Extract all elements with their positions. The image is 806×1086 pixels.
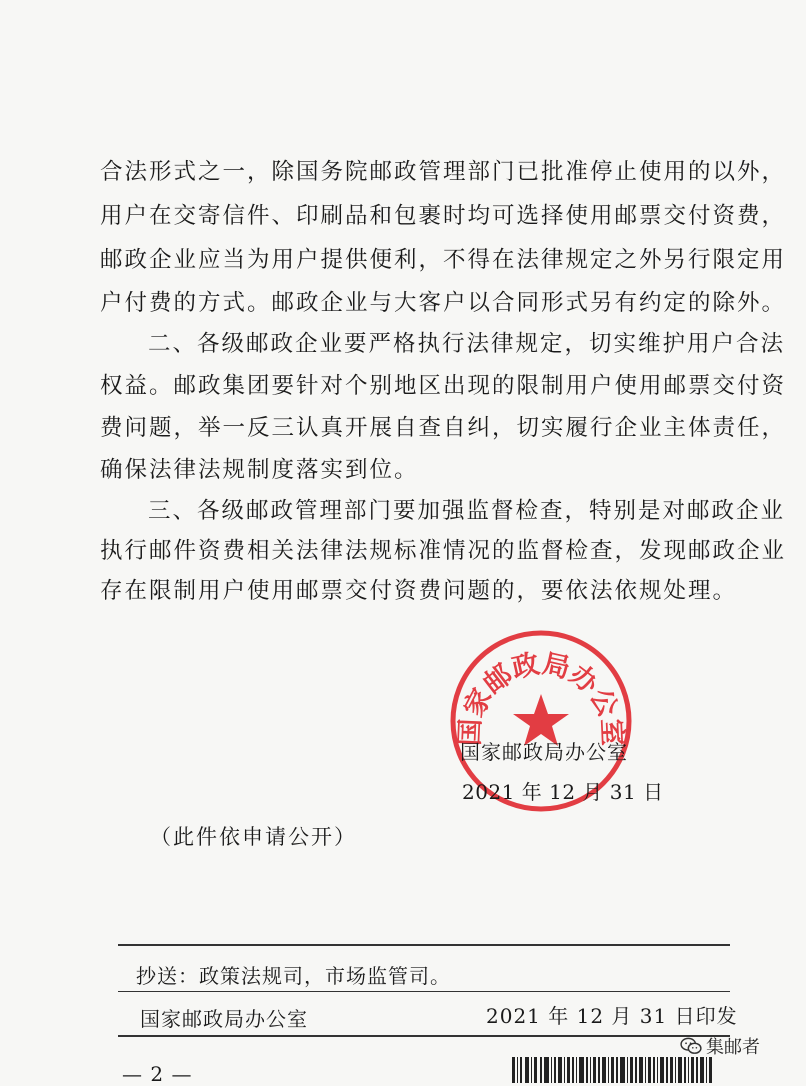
body-line-2: 用户在交寄信件、印刷品和包裹时均可选择使用邮票交付资费， xyxy=(100,203,787,229)
body-line-3: 邮政企业应当为用户提供便利，不得在法律规定之外另行限定用 xyxy=(100,247,787,273)
issue-date: 2021 年 12 月 31 日印发 xyxy=(486,1004,738,1028)
body-line-9: 三、各级邮政管理部门要加强监督检查，特别是对邮政企业 xyxy=(148,498,786,524)
body-line-4: 户付费的方式。邮政企业与大客户以合同形式另有约定的除外。 xyxy=(100,290,787,316)
body-line-6: 权益。邮政集团要针对个别地区出现的限制用户使用邮票交付资 xyxy=(100,373,787,399)
cc-line: 抄送：政策法规司，市场监管司。 xyxy=(136,964,451,988)
issuer: 国家邮政局办公室 xyxy=(140,1007,308,1031)
footer-rule-bottom xyxy=(118,1035,730,1037)
wechat-icon xyxy=(680,1037,702,1055)
footer-rule-middle xyxy=(118,991,730,992)
body-line-5: 二、各级邮政企业要严格执行法律规定，切实维护用户合法 xyxy=(148,331,786,357)
svg-text:国家邮政局办公室: 国家邮政局办公室 xyxy=(454,648,628,747)
body-line-11: 存在限制用户使用邮票交付资费问题的，要依法依规处理。 xyxy=(100,578,738,604)
footer-rule-top xyxy=(118,944,730,946)
body-line-7: 费问题，举一反三认真开展自查自纠，切实履行企业主体责任， xyxy=(100,415,787,441)
signature-office: 国家邮政局办公室 xyxy=(460,740,628,764)
body-line-10: 执行邮件资费相关法律法规标准情况的监督检查，发现邮政企业 xyxy=(100,538,787,564)
signature-date: 2021 年 12 月 31 日 xyxy=(462,780,664,804)
body-line-8: 确保法律法规制度落实到位。 xyxy=(100,457,419,483)
body-line-1: 合法形式之一，除国务院邮政管理部门已批准停止使用的以外， xyxy=(100,159,787,185)
disclosure-note: （此件依申请公开） xyxy=(150,825,357,849)
watermark-text: 集邮者 xyxy=(706,1037,760,1058)
page-number: — 2 — xyxy=(122,1062,193,1086)
wechat-watermark xyxy=(680,1033,760,1059)
